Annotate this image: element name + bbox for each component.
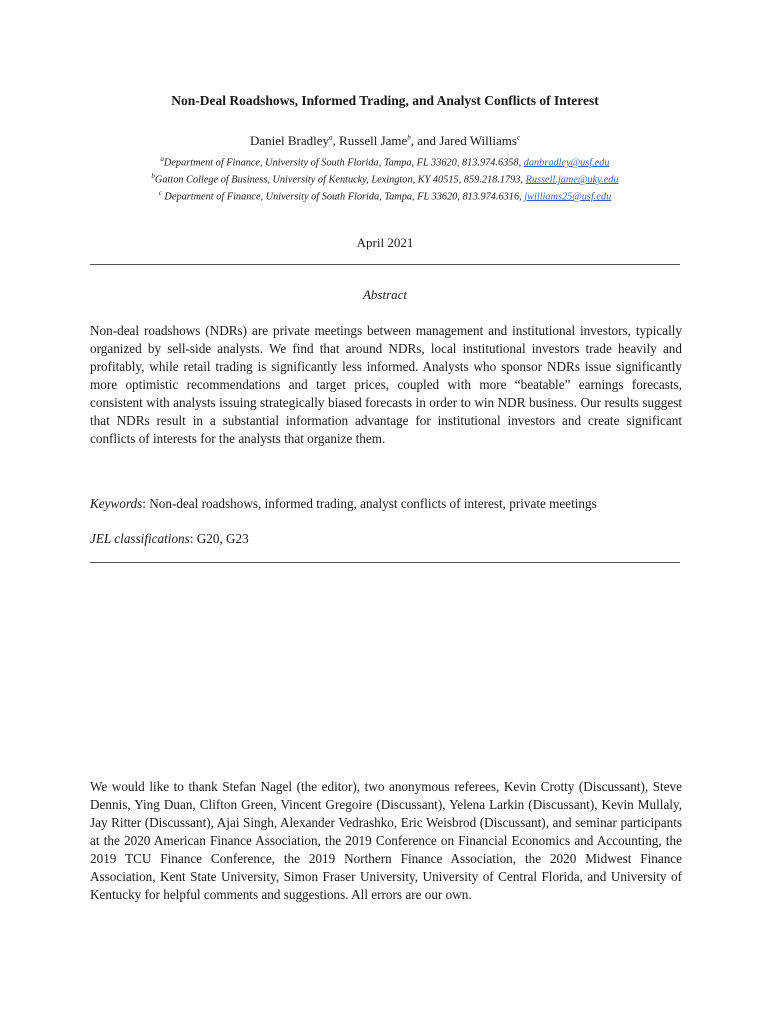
acknowledgment-text: We would like to thank Stefan Nagel (the editor), two anonymous referees, Kevin Crotty (Discussant), Steve Dennis, Ying Duan, Clifton Green, Vincent Gregoire (Discussant), Yelena Larkin (Discussant), Kevin Mullaly, Jay Ritter (Discussant), Ajai Singh, Alexander Vedrashko, Eric Weisbrod (Discussant), and seminar participants at the 2020 American Finance Association, the 2019 Conference on Financial Economics and Accounting, the 2019 TCU Finance Conference, the 2019 Northern Finance Association, the 2020 Midwest Finance Association, Kent State University, Simon Fraser University, University of Central Florida, and University of Kentucky for helpful comments and suggestions. All errors are our own. <box>90 779 682 902</box>
affiliation-text: Gatton College of Business, University of Kentucky, Lexington, KY 40515, 859.218.1793, <box>154 174 526 186</box>
jel-text: : G20, G23 <box>189 531 249 546</box>
affiliation-mark: c <box>158 189 162 197</box>
paper-date: April 2021 <box>356 235 414 250</box>
author-mark: b <box>407 133 411 142</box>
affiliation-text: Department of Finance, University of South Florida, Tampa, FL 33620, 813.974.6358, <box>163 157 524 169</box>
affiliation-a <box>0 155 770 168</box>
email-link[interactable]: danbradley@usf.edu <box>523 157 610 169</box>
abstract-heading: Abstract <box>362 287 408 302</box>
affiliation-b <box>0 172 770 185</box>
jel-label: JEL classifications <box>90 531 190 546</box>
author-mark: a <box>329 133 333 142</box>
paper-title: Non-Deal Roadshows, Informed Trading, and Analyst Conflicts of Interest <box>171 93 599 108</box>
divider-bottom <box>90 562 680 563</box>
author-mark: c <box>516 133 521 142</box>
jel-line <box>90 531 690 547</box>
author-name: Jared Williams <box>439 133 517 148</box>
author-name: Daniel Bradley <box>249 133 330 148</box>
email-link[interactable]: Russell.jame@uky.edu <box>525 174 619 186</box>
affiliation-text: Department of Finance, University of South Florida, Tampa, FL 33620, 813.974.6316, <box>161 191 525 203</box>
keywords-text: : Non-deal roadshows, informed trading, analyst conflicts of interest, private meetings <box>142 496 597 511</box>
author-separator: , <box>332 133 340 148</box>
author-name: Russell Jame <box>339 133 408 148</box>
author-line <box>0 133 770 149</box>
keywords-line <box>90 496 690 512</box>
affiliation-c <box>0 189 770 202</box>
keywords-label: Keywords <box>90 496 143 511</box>
affiliation-mark: a <box>160 155 164 163</box>
divider-top <box>90 264 680 265</box>
affiliation-mark: b <box>151 172 155 180</box>
abstract-text: Non-deal roadshows (NDRs) are private meetings between management and institutional investors, typically organized by sell-side analysts. We find that around NDRs, local institutional investors trade heavily and profitably, while retail trading is significantly less informed. Analysts who sponsor NDRs issue significantly more optimistic recommendations and target prices, coupled with more “beatable” earnings forecasts, consistent with analysts issuing strategically biased forecasts in order to win NDR business. Our results suggest that NDRs result in a substantial information advantage for institutional investors and create significant conflicts of interests for the analysts that organize them. <box>90 323 682 446</box>
email-link[interactable]: jwilliams25@usf.edu <box>524 191 612 203</box>
author-separator: , and <box>410 133 440 148</box>
